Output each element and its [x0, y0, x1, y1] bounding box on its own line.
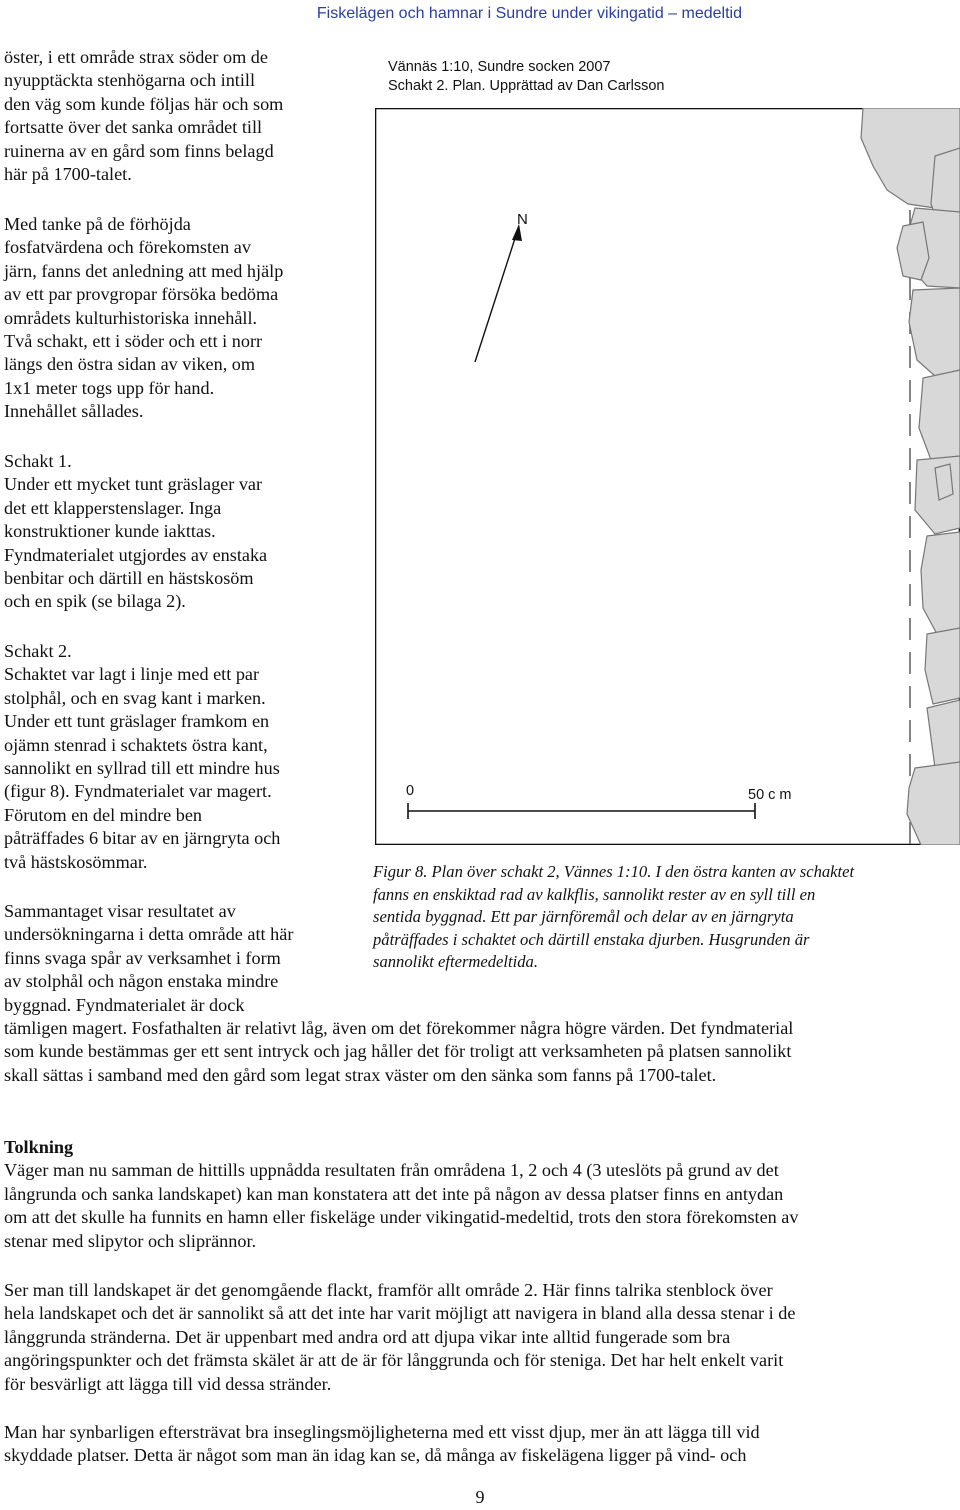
caption-line: sannolikt eftermedeltida. [373, 952, 538, 971]
schakt-frame [376, 109, 960, 845]
text-line: fortsatte över det sanka området till [4, 117, 263, 138]
text-line: Under ett mycket tunt gräslager var [4, 474, 263, 495]
stone [907, 762, 960, 845]
text-line: Schaktet var lagt i linje med ett par [4, 664, 260, 685]
section-tolkning [4, 1136, 954, 1253]
text-line: längs den östra sidan av viken, om [4, 354, 256, 375]
scale-end-label: 50 c m [748, 787, 792, 803]
text-line: för besvärligt att lägga till vid dessa stränder. [4, 1373, 332, 1394]
text-line: Man har synbarligen eftersträvat bra inseglingsmöjligheterna med ett visst djup, mer än att lägga till vid [4, 1422, 760, 1442]
text-line: det ett klapperstenslager. Inga [4, 497, 222, 518]
caption-line: Figur 8. Plan över schakt 2, Vännes 1:10. I den östra kanten av schaktet [373, 862, 855, 881]
stone [921, 532, 960, 634]
north-label: N [517, 211, 528, 228]
text-line: angöringspunkter och det främsta skälet är att de är för långgrunda och för steniga. Det har helt enkelt varit [4, 1350, 784, 1371]
text-line: öster, i ett område strax söder om de [4, 47, 268, 67]
text-line: skall sättas i samband med den gård som legat strax väster om den sänka som fanns på 1700-talet. [4, 1064, 717, 1085]
paragraph-intro [4, 46, 354, 186]
text-line: här på 1700-talet. [4, 164, 132, 185]
caption-line: sentida byggnad. Ett par järnföremål och delar av en järngryta [373, 907, 794, 926]
text-line: av ett par provgropar försöka bedöma [4, 284, 279, 305]
stone [919, 370, 960, 460]
text-line: fosfatvärdena och förekomsten av [4, 237, 251, 258]
text-line: Sammantaget visar resultatet av [4, 901, 236, 921]
text-line: Fyndmaterialet utgjordes av enstaka [4, 544, 268, 565]
section-schakt-1 [4, 450, 354, 614]
text-line: områdets kulturhistoriska innehåll. [4, 307, 258, 328]
text-line: Innehållet sållades. [4, 401, 144, 422]
stone [897, 222, 929, 280]
text-line: Väger man nu samman de hittills uppnådda resultaten från områdena 1, 2 och 4 (3 uteslöts på grund av det [4, 1160, 779, 1181]
text-line: 1x1 meter togs upp för hand. [4, 377, 215, 398]
text-line: Två schakt, ett i söder och ett i norr [4, 331, 263, 352]
text-line: den väg som kunde följas här och som [4, 93, 284, 114]
text-line: och en spik (se bilaga 2). [4, 591, 186, 612]
site-plan-figure [375, 108, 960, 845]
stone [925, 628, 960, 704]
text-line: byggnad. Fyndmaterialet är dock [4, 994, 245, 1015]
caption-line: fanns en enskiktad rad av kalkflis, sannolikt rester av en syll till en [373, 884, 816, 904]
text-line: nyupptäckta stenhögarna och intill [4, 70, 256, 91]
text-line: sannolikt en syllrad till ett mindre hus [4, 758, 280, 779]
text-line: som kunde bestämmas ger ett sent intryck och jag håller det för troligt att verksamheten på platsen sannolikt [4, 1041, 792, 1062]
text-line: järn, fanns det anledning att med hjälp [4, 260, 284, 281]
text-line: (figur 8). Fyndmaterialet var magert. [4, 781, 272, 802]
text-line: av stolphål och någon enstaka mindre [4, 971, 279, 992]
tolkning-heading: Tolkning [4, 1137, 74, 1157]
paragraph-insegling [4, 1421, 954, 1468]
running-header: Fiskelägen och hamnar i Sundre under vikingatid – medeltid [316, 5, 742, 22]
caption-line: påträffades i schaktet och därtill enstaka djurben. Husgrunden är [373, 929, 810, 949]
text-line: påträffades 6 bitar av en järngryta och [4, 828, 281, 849]
stone [927, 700, 960, 768]
stone [909, 288, 960, 376]
north-arrow-icon [475, 224, 522, 362]
schakt-1-heading: Schakt 1. [4, 451, 72, 471]
section-schakt-2 [4, 640, 354, 874]
text-line: Ser man till landskapet är det genomgående flackt, framför allt område 2. Här finns talrika stenblock över [4, 1280, 773, 1300]
text-line: Med tanke på de förhöjda [4, 214, 191, 234]
text-line: Under ett tunt gräslager framkom en [4, 711, 270, 732]
text-line: ruinerna av en gård som finns belagd [4, 140, 274, 161]
text-line: om att det skulle ha funnits en hamn eller fiskeläge under vikingatid-medeltid, trots den stora förekomsten av [4, 1207, 799, 1228]
figure-title [388, 58, 664, 96]
page-number: 9 [475, 1487, 485, 1507]
text-line: Förutom en del mindre ben [4, 804, 203, 825]
figure-title-line: Schakt 2. Plan. Upprättad av Dan Carlsson [388, 78, 665, 94]
scale-bar [408, 803, 755, 819]
text-line: långgrunda stränderna. Det är uppenbart med andra ord att djupa vikar inte alltid fungerade som bra [4, 1326, 731, 1347]
text-line: långrunda och sanka landskapet) kan man konstatera att det inte på någon av dessa platser finns en antydan [4, 1183, 784, 1204]
figure-title-line: Vännäs 1:10, Sundre socken 2007 [388, 59, 611, 75]
text-line: stolphål, och en svag kant i marken. [4, 687, 266, 708]
paragraph-fosfat [4, 213, 354, 424]
text-line: två hästskosömmar. [4, 851, 148, 872]
schakt-2-heading: Schakt 2. [4, 641, 72, 661]
text-line: finns svaga spår av verksamhet i form [4, 947, 281, 968]
scale-start-label: 0 [406, 783, 415, 799]
text-line: ojämn stenrad i schaktets östra kant, [4, 734, 268, 755]
figure-caption [373, 861, 854, 974]
text-line: hela landskapet och det är sannolikt så att det inte har varit möjligt att navigera in bland alla dessa stenar i de [4, 1303, 796, 1324]
text-line: stenar med slipytor och sliprännor. [4, 1230, 257, 1251]
text-line: skyddade platser. Detta är något som man än idag kan se, då många av fiskelägena ligger på vind- och [4, 1445, 747, 1466]
text-line: tämligen magert. Fosfathalten är relativt låg, även om det förekommer några högre värden. Det fyndmaterial [4, 1018, 794, 1039]
text-line: undersökningarna i detta område att här [4, 924, 294, 945]
text-line: konstruktioner kunde iakttas. [4, 521, 216, 542]
paragraph-landskap [4, 1279, 954, 1396]
text-line: benbitar och därtill en hästskosöm [4, 568, 254, 589]
